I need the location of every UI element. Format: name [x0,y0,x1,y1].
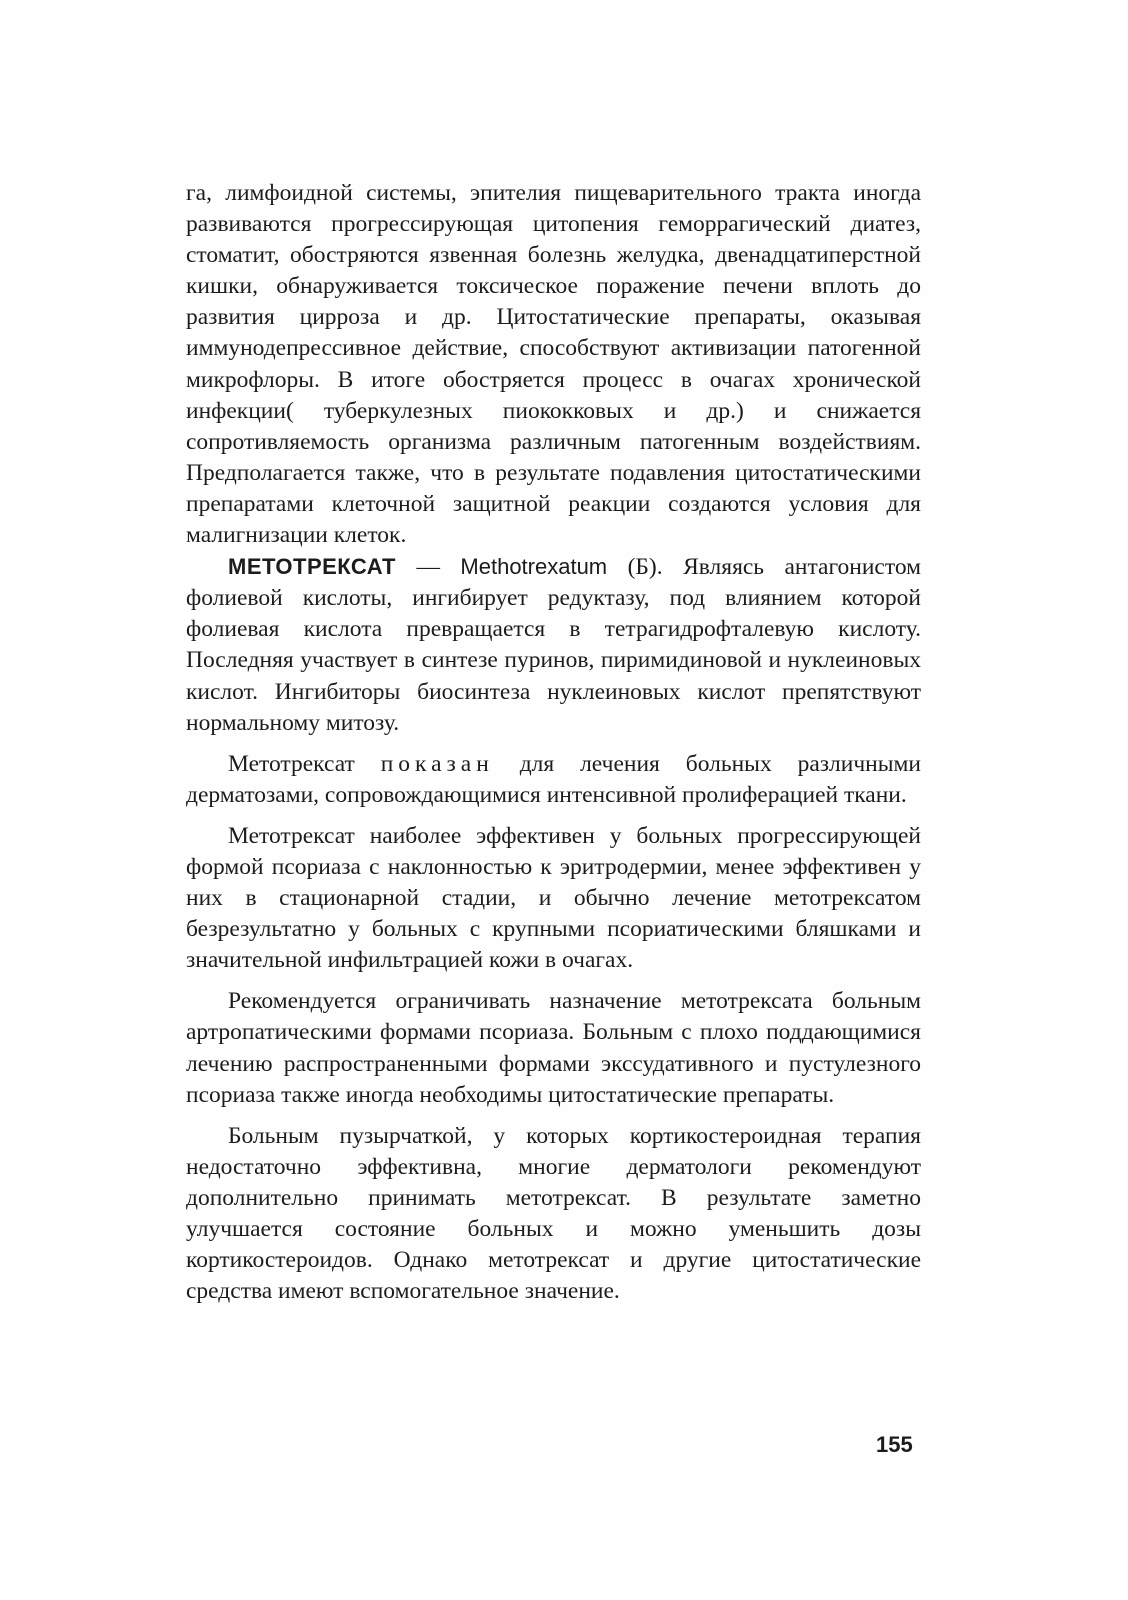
paragraph-pemphigus [186,1121,921,1308]
paragraph-text-end: для лечения больных различными дерматозами, сопровождающимися интенсивной пролиферацией ткани. [186,750,921,808]
drug-latin-name: Methotrexatum [460,554,608,580]
paragraph-text: (Б). Являясь антагонистом фолиевой кислоты, ингибирует редуктазу, под влиянием которой фолиевая кислота превращается в тетрагидрофталевую кислоту. Последняя участвует в синтезе пуринов, пиримидиновой и нуклеиновых кислот. Ингибиторы биосинтеза нуклеиновых кислот препятствуют нормальному митозу. [186,554,921,736]
paragraph-text: Больным пузырчаткой, у которых кортикостероидная терапия недостаточно эффективна, многие дерматологи рекомендуют дополнительно принимать метотрексат. В результате заметно улучшается состояние больных и можно уменьшить дозы кортикостероидов. Однако метотрексат и другие цитостатические средства имеют вспомогательное значение. [186,1122,921,1305]
term-dash: — [396,554,461,581]
paragraph-psoriasis-efficacy [186,821,921,976]
paragraph-text: га, лимфоидной системы, эпителия пищеварительного тракта иногда развиваются прогрессирующая цитопения геморрагический диатез, стоматит, обостряются язвенная болезнь желудка, двенадцатиперстной кишки, обнаруживается токсическое поражение печени вплоть до развития цирроза и др. Цитостатические препараты, оказывая иммунодепрессивное действие, способствуют активизации патогенной микрофлоры. В итоге обостряется процесс в очагах хронической инфекции( туберкулезных пиококковых и др.) и снижается сопротивляемость организма различным патогенным воздействиям. Предполагается также, что в результате подавления цитостатическими препаратами клеточной защитной реакции создаются условия для малигнизации клеток. [186,180,921,549]
paragraph-text: Рекомендуется ограничивать назначение метотрексата больным артропатическими формами псориаза. Больным с плохо поддающимися лечению распространенными формами экссудативного и пустулезного псориаза также иногда необходимы цитостатические препараты. [186,988,921,1108]
spaced-emphasis: показан [380,750,494,777]
paragraph-continuation [186,178,921,551]
paragraph-recommendation [186,986,921,1110]
paragraph-indications [186,749,921,811]
paragraph-text: Метотрексат наиболее эффективен у больных прогрессирующей формой псориаза с наклонностью к эритродермии, менее эффективен у них в стационарной стадии, и обычно лечение метотрексатом безрезультатно у больных с крупными псориатическими бляшками и значительной инфильтрацией кожи в очагах. [186,822,921,974]
page-number: 155 [876,1432,913,1457]
drug-term: МЕТОТРЕКСАТ [228,554,396,580]
paragraph-methotrexate-entry [186,551,921,739]
paragraph-text-start: Метотрексат [228,750,381,777]
book-text [186,178,921,1307]
